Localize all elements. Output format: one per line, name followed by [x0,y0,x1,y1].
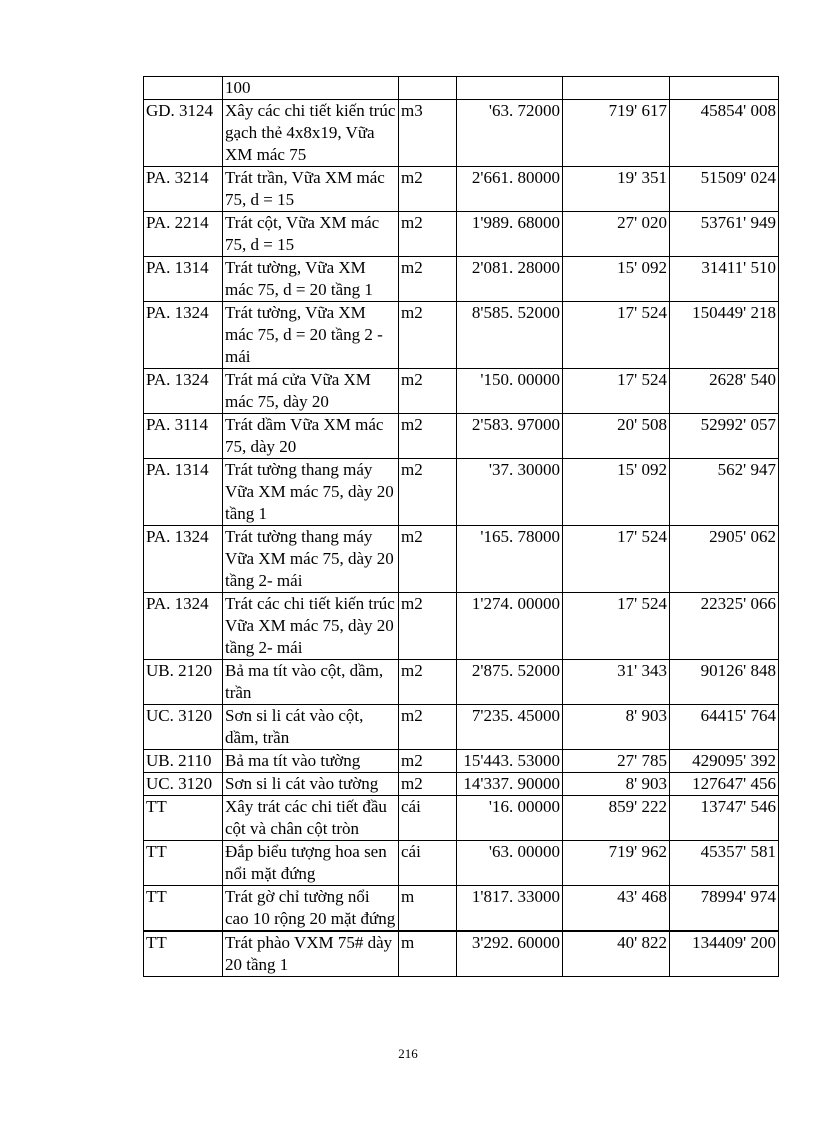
unit-price-cell: 27' 020 [563,212,670,257]
item-code-cell: PA. 1314 [144,459,223,526]
table-row [144,77,779,100]
item-code-cell: TT [144,886,223,932]
item-code-cell: TT [144,841,223,886]
unit-price-cell [563,77,670,100]
table-row [144,750,779,773]
unit-price-cell: 17' 524 [563,369,670,414]
table-row [144,705,779,750]
item-code-cell: GD. 3124 [144,100,223,167]
unit-cell: m2 [399,593,457,660]
unit-price-cell: 31' 343 [563,660,670,705]
table-row [144,931,779,977]
amount-cell: 64415' 764 [670,705,779,750]
amount-cell: 45854' 008 [670,100,779,167]
table-row [144,886,779,932]
amount-cell: 150449' 218 [670,302,779,369]
table-row [144,773,779,796]
quantity-cell: '16. 00000 [457,796,563,841]
page-number: 216 [398,1046,418,1061]
amount-cell: 134409' 200 [670,931,779,977]
amount-cell: 31411' 510 [670,257,779,302]
item-code-cell: PA. 1324 [144,369,223,414]
table-row [144,796,779,841]
description-cell: Đắp biểu tượng hoa sen nổi mặt đứng [223,841,399,886]
cost-estimate-table [143,76,779,977]
quantity-cell: 8'585. 52000 [457,302,563,369]
item-code-cell: UB. 2110 [144,750,223,773]
unit-cell: m2 [399,257,457,302]
unit-cell: m3 [399,100,457,167]
amount-cell: 53761' 949 [670,212,779,257]
amount-cell [670,77,779,100]
quantity-cell: '165. 78000 [457,526,563,593]
quantity-cell: '63. 00000 [457,841,563,886]
description-cell: Trát tường thang máy Vữa XM mác 75, dày 20 tầng 2- mái [223,526,399,593]
quantity-cell: 1'817. 33000 [457,886,563,932]
description-cell: Bả ma tít vào cột, dầm, trần [223,660,399,705]
unit-cell [399,77,457,100]
description-cell: Trát má cửa Vữa XM mác 75, dày 20 [223,369,399,414]
quantity-cell: '63. 72000 [457,100,563,167]
description-cell: Trát cột, Vữa XM mác 75, d = 15 [223,212,399,257]
table-row [144,212,779,257]
description-cell: Sơn si li cát vào cột, dầm, trần [223,705,399,750]
quantity-cell: 3'292. 60000 [457,931,563,977]
description-cell: Trát trần, Vữa XM mác 75, d = 15 [223,167,399,212]
unit-cell: cái [399,796,457,841]
unit-cell: m2 [399,660,457,705]
unit-price-cell: 20' 508 [563,414,670,459]
unit-cell: m2 [399,750,457,773]
description-cell: 100 [223,77,399,100]
quantity-cell: 2'081. 28000 [457,257,563,302]
item-code-cell: PA. 3114 [144,414,223,459]
quantity-cell: '150. 00000 [457,369,563,414]
amount-cell: 22325' 066 [670,593,779,660]
unit-price-cell: 40' 822 [563,931,670,977]
table-row [144,526,779,593]
unit-price-cell: 8' 903 [563,773,670,796]
item-code-cell: PA. 1324 [144,526,223,593]
unit-cell: m [399,931,457,977]
unit-price-cell: 859' 222 [563,796,670,841]
quantity-cell [457,77,563,100]
quantity-cell: 2'875. 52000 [457,660,563,705]
unit-price-cell: 27' 785 [563,750,670,773]
quantity-cell: 2'583. 97000 [457,414,563,459]
quantity-cell: 1'274. 00000 [457,593,563,660]
description-cell: Bả ma tít vào tường [223,750,399,773]
unit-price-cell: 17' 524 [563,593,670,660]
quantity-cell: '37. 30000 [457,459,563,526]
amount-cell: 562' 947 [670,459,779,526]
unit-cell: m2 [399,302,457,369]
amount-cell: 51509' 024 [670,167,779,212]
unit-price-cell: 719' 617 [563,100,670,167]
item-code-cell: PA. 3214 [144,167,223,212]
unit-price-cell: 17' 524 [563,526,670,593]
item-code-cell: TT [144,796,223,841]
quantity-cell: 15'443. 53000 [457,750,563,773]
quantity-cell: 14'337. 90000 [457,773,563,796]
description-cell: Trát tường, Vữa XM mác 75, d = 20 tầng 2 - mái [223,302,399,369]
item-code-cell [144,77,223,100]
item-code-cell: UC. 3120 [144,705,223,750]
unit-cell: m2 [399,526,457,593]
item-code-cell: PA. 1324 [144,302,223,369]
unit-cell: m2 [399,459,457,526]
unit-cell: m [399,886,457,932]
unit-price-cell: 15' 092 [563,459,670,526]
unit-cell: cái [399,841,457,886]
description-cell: Sơn si li cát vào tường [223,773,399,796]
unit-price-cell: 719' 962 [563,841,670,886]
table-row [144,414,779,459]
amount-cell: 52992' 057 [670,414,779,459]
amount-cell: 45357' 581 [670,841,779,886]
item-code-cell: PA. 2214 [144,212,223,257]
cost-table-body [144,77,779,977]
unit-price-cell: 43' 468 [563,886,670,932]
description-cell: Xây các chi tiết kiến trúc gạch thẻ 4x8x19, Vữa XM mác 75 [223,100,399,167]
amount-cell: 127647' 456 [670,773,779,796]
quantity-cell: 7'235. 45000 [457,705,563,750]
description-cell: Trát tường, Vữa XM mác 75, d = 20 tầng 1 [223,257,399,302]
quantity-cell: 2'661. 80000 [457,167,563,212]
unit-cell: m2 [399,773,457,796]
table-row [144,841,779,886]
description-cell: Xây trát các chi tiết đầu cột và chân cột tròn [223,796,399,841]
unit-cell: m2 [399,369,457,414]
table-row [144,593,779,660]
unit-price-cell: 17' 524 [563,302,670,369]
table-row [144,369,779,414]
unit-price-cell: 15' 092 [563,257,670,302]
description-cell: Trát gờ chỉ tường nổi cao 10 rộng 20 mặt đứng [223,886,399,932]
description-cell: Trát dầm Vữa XM mác 75, dày 20 [223,414,399,459]
amount-cell: 90126' 848 [670,660,779,705]
amount-cell: 429095' 392 [670,750,779,773]
item-code-cell: UC. 3120 [144,773,223,796]
description-cell: Trát các chi tiết kiến trúc Vữa XM mác 75, dày 20 tầng 2- mái [223,593,399,660]
item-code-cell: UB. 2120 [144,660,223,705]
unit-cell: m2 [399,167,457,212]
item-code-cell: PA. 1324 [144,593,223,660]
unit-cell: m2 [399,414,457,459]
amount-cell: 2628' 540 [670,369,779,414]
amount-cell: 13747' 546 [670,796,779,841]
unit-cell: m2 [399,705,457,750]
table-row [144,302,779,369]
table-row [144,459,779,526]
item-code-cell: PA. 1314 [144,257,223,302]
unit-cell: m2 [399,212,457,257]
quantity-cell: 1'989. 68000 [457,212,563,257]
description-cell: Trát tường thang máy Vữa XM mác 75, dày 20 tầng 1 [223,459,399,526]
description-cell: Trát phào VXM 75# dày 20 tầng 1 [223,931,399,977]
table-row [144,660,779,705]
table-row [144,167,779,212]
amount-cell: 2905' 062 [670,526,779,593]
item-code-cell: TT [144,931,223,977]
unit-price-cell: 19' 351 [563,167,670,212]
unit-price-cell: 8' 903 [563,705,670,750]
table-row [144,257,779,302]
amount-cell: 78994' 974 [670,886,779,932]
table-row [144,100,779,167]
